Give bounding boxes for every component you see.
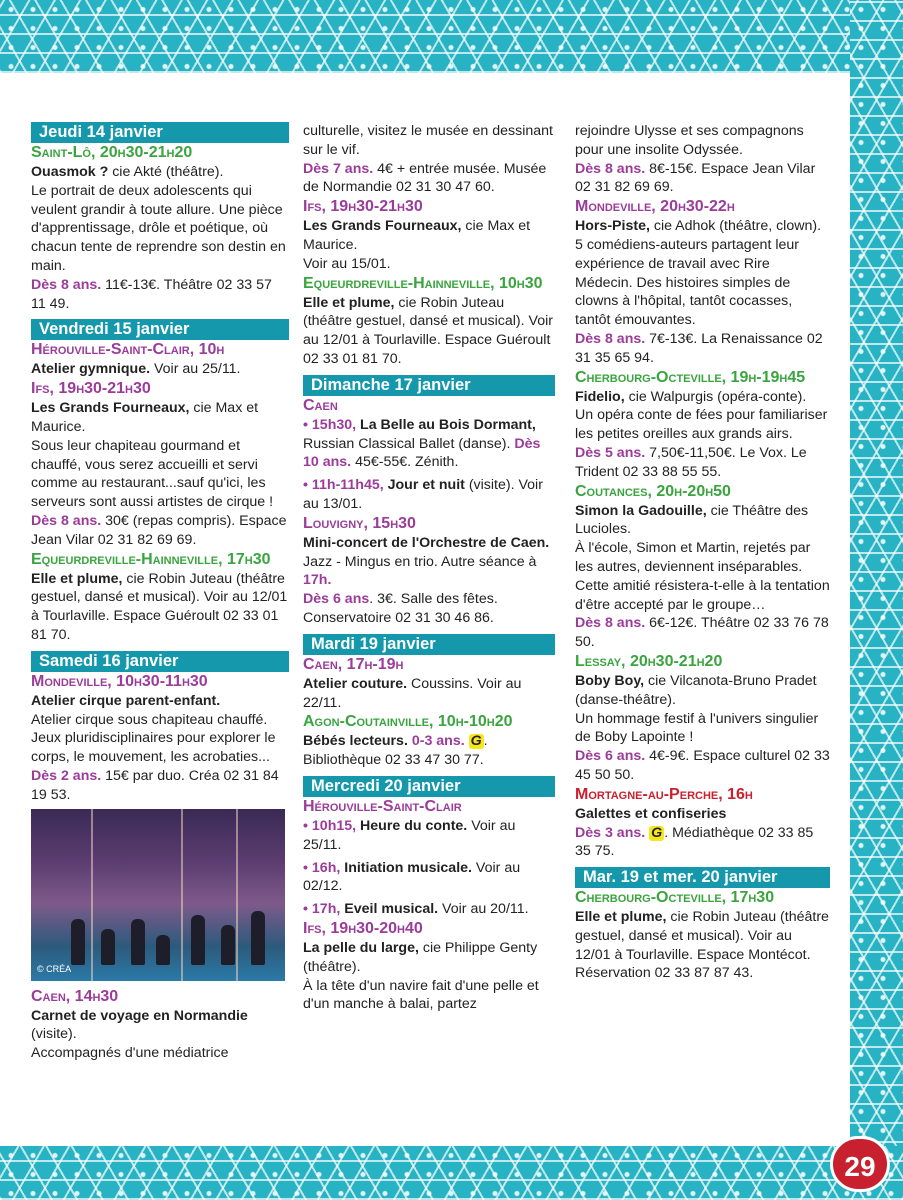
- event-place: Louvigny, 15h30: [303, 514, 416, 532]
- event-title-line: [31, 1007, 289, 1045]
- price-contact: . 3€. Salle des fêtes. Conservatoire 02 31 30 46 86.: [303, 591, 498, 626]
- age-label: Dès 10 ans.: [303, 435, 541, 471]
- event-place: Equeurdreville-Hainneville, 10h30: [303, 274, 543, 292]
- event-place: Lessay, 20h30-21h20: [575, 652, 723, 670]
- event-title: Bébés lecteurs.: [303, 733, 408, 750]
- event-title: Carnet de voyage en Normandie: [31, 1007, 248, 1024]
- age-label: Dès 6 ans: [303, 591, 370, 608]
- event-info: [303, 590, 555, 628]
- event-title: Elle et plume,: [31, 570, 123, 587]
- event-title-line: [303, 294, 555, 369]
- event-description: rejoindre Ulysse et ses compagnons pour une insolite Odyssée.: [575, 123, 804, 158]
- event-place: Cherbourg-Octeville, 17h30: [575, 889, 775, 907]
- decorative-pattern-top: [0, 0, 903, 73]
- event-info: [303, 160, 555, 198]
- age-label: Dès 6 ans.: [575, 748, 646, 765]
- event-place: Caen, 14h30: [31, 987, 119, 1005]
- event-line: [303, 416, 555, 472]
- event-title-line: [31, 163, 289, 182]
- event-place: Hérouville-Saint-Clair: [303, 797, 462, 815]
- price-contact: 7€-13€. La Renaissance 02 31 35 65 94.: [575, 330, 823, 366]
- event-title: La pelle du large,: [303, 939, 419, 956]
- event-title: Eveil musical.: [340, 901, 439, 918]
- event-info: [575, 160, 830, 198]
- event-detail: cie Walpurgis (opéra-conte).: [624, 388, 807, 405]
- event-title: Ouasmok ?: [31, 164, 109, 180]
- event-time: • 11h-11h45,: [303, 477, 384, 494]
- day-header-mardi-19: Mardi 19 janvier: [303, 634, 555, 655]
- event-title: Jour et nuit: [383, 477, 465, 494]
- event-title: Les Grands Fourneaux,: [31, 400, 190, 417]
- event-line: [303, 900, 555, 919]
- age-label: Dès 8 ans.: [575, 615, 646, 632]
- price-contact: 4€-9€. Espace culturel 02 33 45 50 50.: [575, 748, 830, 783]
- age-label: Dès 8 ans.: [575, 330, 646, 347]
- event-title-line: [575, 388, 830, 407]
- event-description: Un opéra conte de fées pour familiariser les petites oreilles aux grands airs.: [575, 407, 828, 443]
- decorative-pattern-bottom: [0, 1146, 903, 1200]
- day-header-mercredi-20: Mercredi 20 janvier: [303, 776, 555, 797]
- event-detail: cie Robin Juteau (théâtre gestuel, dansé et musical). Voir au 12/01 à Tourlaville. Espace Guéroult 02 33 01 81 70.: [303, 294, 553, 367]
- event-title-line: [575, 672, 830, 710]
- event-reference: Voir au 15/01.: [303, 255, 391, 272]
- event-place: Caen: [303, 396, 338, 414]
- event-detail: cie Robin Juteau (théâtre gestuel, dansé et musical). Voir au 12/01 à Tourlaville. Espace Montécot. Réservation 02 33 87 87 43.: [575, 909, 829, 982]
- price-contact: 6€-12€. Théâtre 02 33 76 78 50.: [575, 615, 829, 651]
- event-description: À la tête d'un navire fait d'une pelle et d'un manche à balai, partez: [303, 977, 539, 1013]
- event-place: Mondeville, 10h30-11h30: [31, 672, 208, 690]
- free-badge-icon: G: [470, 733, 482, 750]
- event-detail: Jazz - Mingus en trio. Autre séance à: [303, 553, 537, 570]
- column-1: [31, 122, 289, 1063]
- day-header-samedi-16: Samedi 16 janvier: [31, 651, 289, 672]
- event-detail: cie Philippe Genty (théâtre).: [303, 939, 538, 975]
- event-title: Mini-concert de l'Orchestre de Caen.: [303, 534, 550, 551]
- event-place: Coutances, 20h-20h50: [575, 482, 731, 500]
- event-title: Heure du conte.: [356, 817, 468, 834]
- event-title: Simon la Gadouille,: [575, 502, 707, 519]
- price-contact: 30€ (repas compris). Espace Jean Vilar 02 31 82 69 69.: [31, 512, 287, 548]
- event-info: Bibliothèque 02 33 47 30 77.: [303, 752, 484, 769]
- age-label: 0-3 ans.: [407, 733, 465, 750]
- event-detail: (visite).: [31, 1026, 77, 1043]
- event-detail: Coussins. Voir au 22/11.: [303, 675, 522, 711]
- event-detail: Voir au 20/11.: [438, 901, 529, 918]
- event-title-line: [31, 570, 289, 645]
- event-description: [303, 553, 555, 591]
- day-header-vendredi-15: Vendredi 15 janvier: [31, 319, 289, 340]
- event-title: Atelier gymnique.: [31, 361, 151, 378]
- event-description: Accompagnés d'une médiatrice: [31, 1045, 229, 1062]
- age-label: Dès 2 ans.: [31, 767, 102, 784]
- event-info: [575, 824, 830, 862]
- event-line: [303, 859, 555, 897]
- event-detail: cie Vilcanota-Bruno Pradet (danse-théâtre).: [575, 672, 817, 708]
- event-time: • 10h15,: [303, 817, 357, 834]
- event-detail: cie Robin Juteau (théâtre gestuel, dansé et musical). Voir au 12/01 à Tourlaville. Espace Guéroult 02 33 01 81 70.: [31, 570, 288, 643]
- event-detail: cie Adhok (théâtre, clown).: [649, 218, 822, 235]
- event-title: La Belle au Bois Dormant,: [356, 416, 536, 433]
- event-title: Hors-Piste,: [575, 218, 650, 235]
- price-contact: . Médiathèque 02 33 85 35 75.: [575, 824, 814, 860]
- event-title-line: Bébés lecteurs. 0-3 ans. G .: [303, 733, 488, 750]
- event-title-line: [575, 502, 830, 540]
- event-title: Initiation musicale.: [340, 859, 472, 876]
- event-place: Hérouville-Saint-Clair, 10h: [31, 341, 225, 359]
- price-contact: 45€-55€. Zénith.: [351, 454, 459, 471]
- event-place: Mondeville, 20h30-22h: [575, 198, 735, 216]
- event-description: Le portrait de deux adolescents qui veulent grandir à toute allure. Une pièce d'apprentissage, drôle et poétique, où chacun tente de reprendre son destin en main.: [31, 182, 286, 274]
- age-label: Dès 8 ans.: [31, 276, 102, 293]
- price-contact: 8€-15€. Espace Jean Vilar 02 31 82 69 69.: [575, 160, 816, 196]
- event-detail: (visite). Voir au 13/01.: [303, 477, 543, 512]
- event-place: Ifs, 19h30-21h30: [303, 198, 423, 216]
- event-title: Elle et plume,: [303, 294, 395, 311]
- event-title-line: [575, 217, 830, 236]
- event-place: Saint-Lô, 20h30-21h20: [31, 144, 193, 161]
- event-title: Atelier couture.: [303, 675, 408, 692]
- age-label: Dès 7 ans.: [303, 160, 374, 177]
- event-description: Un hommage festif à l'univers singulier de Boby Lapointe !: [575, 710, 819, 746]
- event-place: Caen, 17h-19h: [303, 655, 404, 673]
- event-info: [575, 444, 830, 482]
- event-title-line: [303, 675, 555, 713]
- event-title: Atelier cirque parent-enfant.: [31, 692, 221, 709]
- decorative-pattern-right: [850, 0, 903, 1200]
- event-description: Atelier cirque sous chapiteau chauffé. Jeux pluridisciplinaires pour explorer le corps, le mouvement, les acrobaties...: [31, 711, 276, 766]
- event-info: [575, 747, 830, 785]
- event-description: Sous leur chapiteau gourmand et chauffé, vous serez accueilli et servi comme au restaurant...sauf qu'ici, les serveurs sont aussi artistes de cirque !: [31, 437, 274, 511]
- event-title: Boby Boy,: [575, 672, 645, 689]
- event-title-line: [303, 939, 555, 977]
- event-place: Ifs, 19h30-20h40: [303, 919, 423, 937]
- circus-workshop-photo: [31, 809, 285, 981]
- event-title-line: [575, 908, 830, 983]
- price-contact: 15€ par duo. Créa 02 31 84 19 53.: [31, 767, 279, 803]
- event-info: [575, 330, 830, 368]
- event-detail: cie Max et Maurice.: [31, 400, 259, 435]
- event-detail: cie Akté (théâtre).: [108, 164, 224, 180]
- event-title-line: [31, 360, 289, 379]
- event-info: [575, 614, 830, 652]
- event-info: [31, 276, 289, 314]
- event-title: Elle et plume,: [575, 909, 667, 926]
- event-time: 17h.: [303, 572, 332, 589]
- event-description: culturelle, visitez le musée en dessinant sur le vif.: [303, 123, 553, 158]
- day-header-mar-mer-19-20: Mar. 19 et mer. 20 janvier: [575, 867, 830, 888]
- event-place: Agon-Coutainville, 10h-10h20: [303, 713, 513, 731]
- event-detail: Russian Classical Ballet (danse).: [303, 435, 511, 452]
- event-detail: Voir au 25/11.: [303, 817, 516, 853]
- event-title: Fidelio,: [575, 388, 625, 405]
- age-label: Dès 5 ans.: [575, 444, 646, 461]
- event-description: À l'école, Simon et Martin, rejetés par les autres, deviennent inséparables. Cette amitié résistera-t-elle à la tentation d'être accepté par le groupe…: [575, 540, 830, 613]
- column-3: [575, 122, 830, 983]
- event-title-line: [303, 217, 555, 255]
- page-number: 29: [830, 1136, 890, 1192]
- free-badge-icon: G: [651, 824, 663, 841]
- event-line: [303, 817, 555, 855]
- event-title-line: [31, 399, 289, 437]
- event-line: [303, 476, 555, 514]
- age-label: Dès 8 ans.: [31, 512, 102, 529]
- age-label: Dès 3 ans.: [575, 824, 646, 841]
- day-header-jeudi-14: Jeudi 14 janvier: [31, 122, 289, 143]
- event-detail: Voir au 25/11.: [150, 361, 241, 378]
- event-detail: cie Théâtre des Lucioles.: [575, 502, 809, 538]
- event-title: Galettes et confiseries: [575, 805, 727, 822]
- event-time: • 16h,: [303, 859, 341, 876]
- price-contact: 4€ + entrée musée. Musée de Normandie 02 31 30 47 60.: [303, 160, 547, 196]
- price-contact: 11€-13€. Théâtre 02 33 57 11 49.: [31, 276, 272, 312]
- day-header-dimanche-17: Dimanche 17 janvier: [303, 375, 555, 396]
- event-detail: cie Max et Maurice.: [303, 218, 531, 253]
- event-info: [31, 512, 289, 550]
- event-title: Les Grands Fourneaux,: [303, 218, 462, 235]
- event-place: Mortagne-au-Perche, 16h: [575, 785, 753, 803]
- column-2: [303, 122, 555, 1014]
- event-place: Cherbourg-Octeville, 19h-19h45: [575, 368, 806, 386]
- event-description: 5 comédiens-auteurs partagent leur expérience de travail avec Rire Médecin. Des histoires simples de clowns à l'hôpital, tantôt cocasses, tantôt émouvantes.: [575, 236, 799, 329]
- event-place: Ifs, 19h30-21h30: [31, 380, 151, 398]
- event-time: • 15h30,: [303, 416, 357, 433]
- photo-credit: © CRÉA: [37, 963, 72, 974]
- event-info: [31, 767, 289, 805]
- age-label: Dès 8 ans.: [575, 160, 646, 177]
- event-detail: Voir au 02/12.: [303, 859, 521, 895]
- price-contact: 7,50€-11,50€. Le Vox. Le Trident 02 33 88 55 55.: [575, 444, 807, 480]
- event-place: Equeurdreville-Hainneville, 17h30: [31, 550, 271, 568]
- event-time: • 17h,: [303, 901, 341, 918]
